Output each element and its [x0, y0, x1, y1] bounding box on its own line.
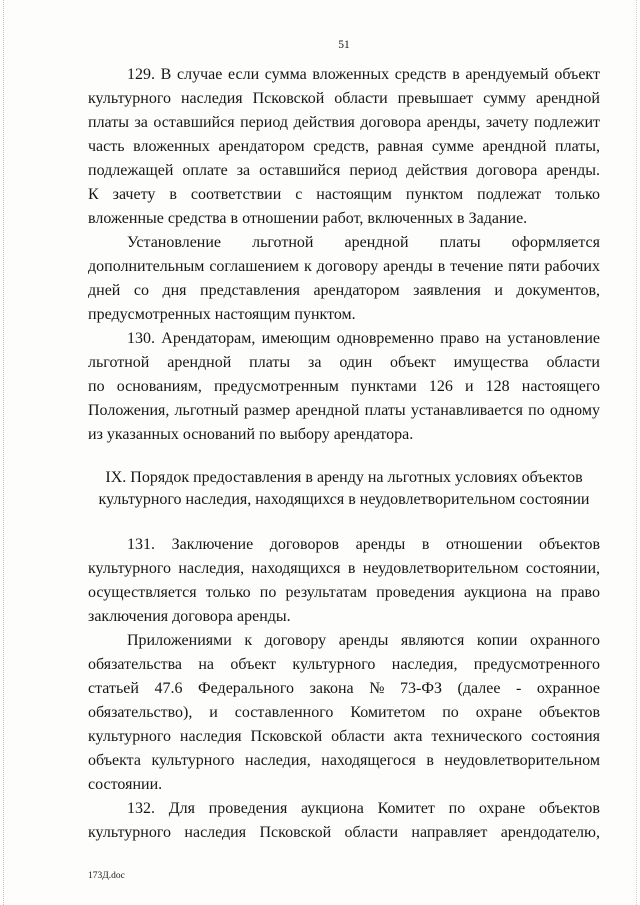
paragraph	[88, 797, 600, 845]
text-line-content: обязательства на объект культурного наследия, предусмотренного	[88, 656, 600, 673]
text-line-content: культурного наследия Псковской области направляет арендодателю,	[88, 824, 600, 841]
paragraphs-top	[88, 63, 600, 447]
text-line-content: культурного наследия, находящихся в неудовлетворительном состоянии,	[88, 560, 600, 577]
text-column	[88, 63, 600, 845]
text-line-content: 131. Заключение договоров аренды в отношении объектов	[127, 536, 600, 553]
text-line-content: К зачету в соответствии с настоящим пунктом подлежат только	[88, 186, 600, 203]
text-line-content: часть вложенных арендатором средств, равная сумме арендной платы,	[88, 138, 600, 155]
text-line-content: Положения, льготный размер арендной платы устанавливается по одному	[88, 402, 600, 419]
heading-line-content: культурного наследия, находящихся в неудовлетворительном состоянии	[98, 491, 590, 508]
heading-line	[88, 489, 600, 511]
text-line-content: 129. В случае если сумма вложенных средств в арендуемый объект	[127, 66, 600, 83]
text-line	[88, 255, 600, 279]
text-line	[88, 533, 600, 557]
footer-filename: 173Д.doc	[88, 871, 125, 881]
text-line	[88, 725, 600, 749]
text-line-content: обязательство), и составленного Комитетом по охране объектов	[88, 704, 600, 721]
text-line	[88, 183, 600, 207]
text-line	[88, 375, 600, 399]
heading-line	[88, 467, 600, 489]
text-line	[88, 399, 600, 423]
text-line	[88, 557, 600, 581]
text-line-content: из указанных оснований по выбору арендатора.	[88, 426, 414, 443]
text-line-content: дополнительным соглашением к договору аренды в течение пяти рабочих	[88, 258, 600, 275]
text-line	[88, 279, 600, 303]
text-line-content: 130. Арендаторам, имеющим одновременно право на установление	[127, 330, 600, 347]
paragraph	[88, 327, 600, 447]
text-line	[88, 87, 600, 111]
text-line	[88, 701, 600, 725]
text-line	[88, 677, 600, 701]
scan-edge-left	[3, 0, 4, 905]
text-line-content: подлежащей оплате за оставшийся период действия договора аренды.	[88, 162, 600, 179]
text-line-content: Установление льготной арендной платы оформляется	[127, 234, 600, 251]
text-line-content: платы за оставшийся период действия договора аренды, зачету подлежит	[88, 114, 600, 131]
text-line	[88, 653, 600, 677]
scan-edge-right	[636, 0, 637, 905]
text-line	[88, 629, 600, 653]
text-line	[88, 159, 600, 183]
section-heading	[88, 467, 600, 511]
text-line	[88, 605, 600, 629]
text-line	[88, 423, 600, 447]
text-line	[88, 231, 600, 255]
text-line-content: заключения договора аренды.	[88, 608, 291, 625]
text-line	[88, 207, 600, 231]
text-line-content: предусмотренных настоящим пунктом.	[88, 306, 356, 323]
paragraph	[88, 629, 600, 797]
text-line	[88, 303, 600, 327]
text-line-content: культурного наследия Псковской области превышает сумму арендной	[88, 90, 600, 107]
text-line	[88, 773, 600, 797]
text-line-content: 132. Для проведения аукциона Комитет по охране объектов	[127, 800, 600, 817]
paragraph	[88, 533, 600, 629]
text-line	[88, 135, 600, 159]
text-line-content: объекта культурного наследия, находящегося в неудовлетворительном	[88, 752, 600, 769]
text-line-content: вложенные средства в отношении работ, включенных в Задание.	[88, 210, 528, 227]
text-line-content: дней со дня представления арендатором заявления и документов,	[88, 282, 600, 299]
heading-line-content: IX. Порядок предоставления в аренду на льготных условиях объектов	[105, 469, 583, 486]
text-line	[88, 821, 600, 845]
text-line	[88, 111, 600, 135]
paragraph	[88, 63, 600, 231]
text-line	[88, 749, 600, 773]
text-line-content: состоянии.	[88, 776, 163, 793]
text-line	[88, 327, 600, 351]
text-line-content: по основаниям, предусмотренным пунктами 126 и 128 настоящего	[88, 378, 600, 395]
paragraph	[88, 231, 600, 327]
text-line	[88, 63, 600, 87]
paragraphs-bottom	[88, 533, 600, 845]
page-number: 51	[338, 39, 350, 51]
text-line-content: статьей 47.6 Федерального закона № 73-ФЗ (далее - охранное	[88, 680, 600, 697]
text-line	[88, 797, 600, 821]
text-line-content: льготной арендной платы за один объект имущества области	[88, 354, 600, 371]
text-line	[88, 581, 600, 605]
text-line-content: культурного наследия Псковской области акта технического состояния	[88, 728, 600, 745]
text-line-content: Приложениями к договору аренды являются копии охранного	[127, 632, 600, 649]
text-line-content: осуществляется только по результатам проведения аукциона на право	[88, 584, 600, 601]
text-line	[88, 351, 600, 375]
